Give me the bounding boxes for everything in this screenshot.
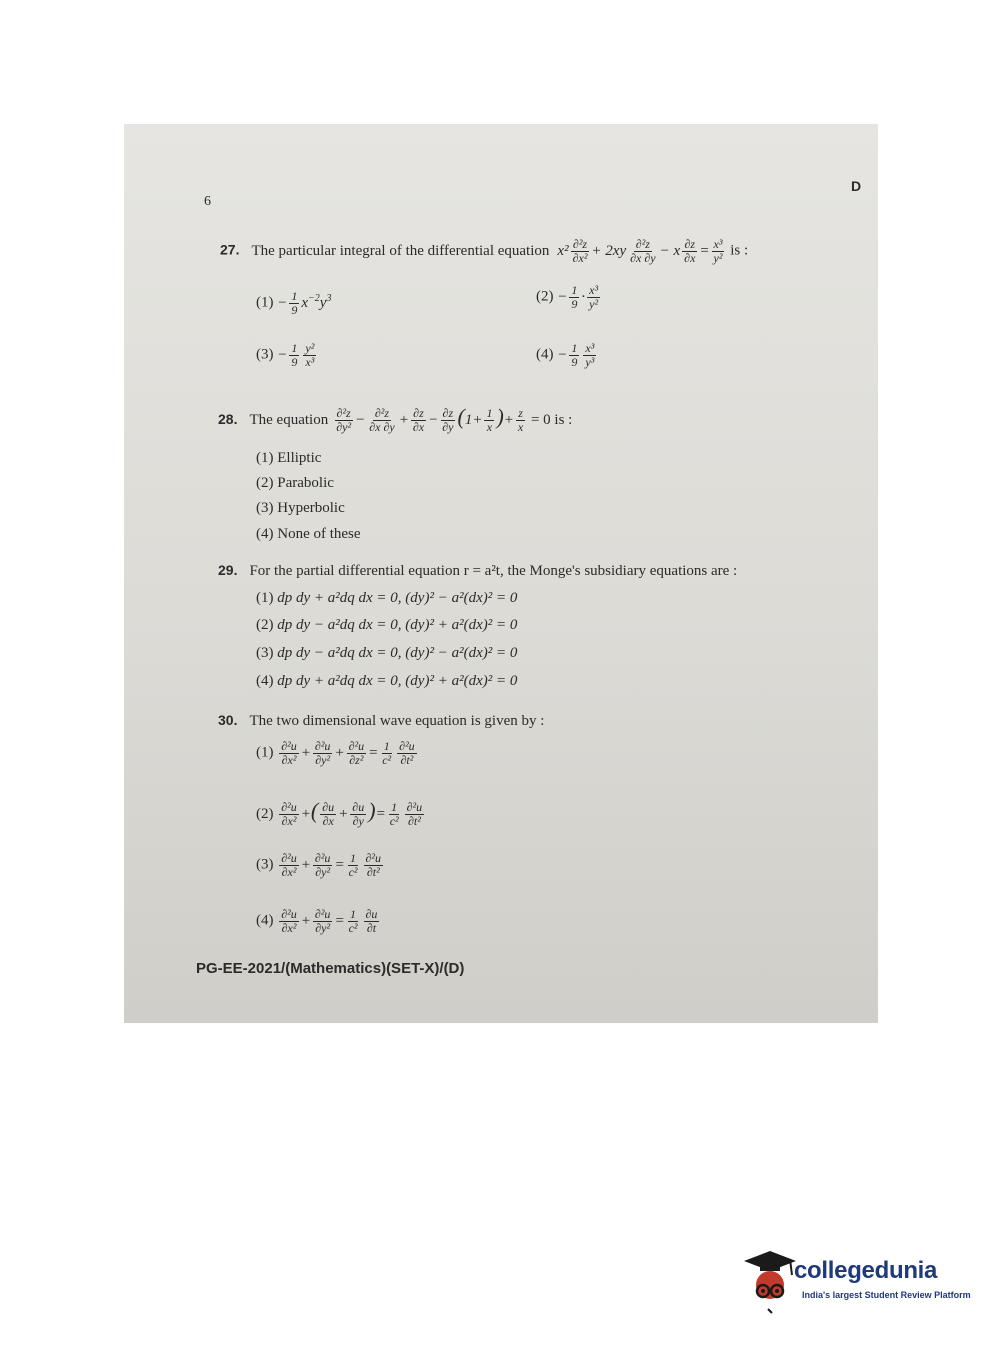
option-text: dp dy − a²dq dx = 0, (dy)² + a²(dx)² = 0 [277, 617, 518, 633]
question-30 [218, 712, 544, 730]
equation: $\frac{\text{∂²z}}{\text{∂y²}}$ − $\frac{\text{∂²z}}{\partial x \partial y}$ + $\frac{\partial z}{\partial x}$ − $\frac{\partial z}{\partial y}$ (1+ $\frac{1}{x}$ )+ $\frac{z}{x}$ [336, 404, 524, 435]
option-text: None of these [277, 526, 361, 542]
exam-page-photo [124, 124, 878, 1023]
option-label: (3) [256, 645, 274, 661]
option-label: (1) [256, 450, 274, 466]
graduate-mascot-icon [742, 1245, 798, 1315]
set-letter: D [851, 178, 862, 194]
option-label: (3) [256, 500, 274, 516]
option-text: Hyperbolic [277, 500, 345, 516]
option-27-1 [256, 290, 331, 316]
option-math: $\frac{\text{∂²u}}{\text{∂x²}}$ + $\frac{\text{∂²u}}{\text{∂y²}}$ = $\frac{1}{\text{c²}}$ $\frac{\partial u}{\partial t}$ [281, 907, 378, 935]
question-text: The equation [249, 412, 329, 428]
option-math: − $\frac{1}{9}$ · $\frac{\text{x³}}{\text{y²}}$ [557, 283, 599, 311]
option-text: dp dy + a²dq dx = 0, (dy)² − a²(dx)² = 0 [277, 590, 518, 606]
option-label: (3) [256, 856, 274, 873]
question-number: 27. [220, 241, 240, 258]
option-text: dp dy + a²dq dx = 0, (dy)² + a²(dx)² = 0 [277, 673, 518, 689]
option-label: (2) [536, 288, 554, 305]
question-text: For the partial differential equation r = a²t, the Monge's subsidiary equations are : [249, 563, 738, 579]
option-label: (4) [536, 346, 554, 363]
option-27-4 [536, 342, 598, 368]
option-text: dp dy − a²dq dx = 0, (dy)² − a²(dx)² = 0 [277, 645, 518, 661]
option-27-2 [536, 284, 602, 310]
option-30-3 [256, 852, 385, 878]
question-number: 30. [218, 712, 238, 728]
option-label: (3) [256, 346, 274, 363]
question-28 [218, 404, 572, 434]
option-math: − $\frac{1}{9}$ $\frac{\text{y²}}{\text{x³}}$ [277, 341, 315, 369]
brand-name: collegedunia [794, 1257, 938, 1284]
option-30-2 [256, 798, 426, 828]
option-29-2 [256, 617, 517, 634]
option-label: (4) [256, 912, 274, 929]
question-number: 29. [218, 562, 238, 578]
option-label: (2) [256, 806, 274, 822]
option-label: (1) [256, 590, 274, 606]
option-text: Elliptic [277, 450, 322, 466]
option-text: Parabolic [277, 475, 334, 491]
question-tail: is : [730, 242, 749, 259]
option-label: (1) [256, 294, 274, 311]
option-label: (1) [256, 744, 274, 761]
option-29-4 [256, 673, 517, 690]
option-label: (2) [256, 617, 274, 633]
collegedunia-logo [742, 1245, 972, 1325]
page-number: 6 [204, 194, 211, 209]
question-number: 28. [218, 411, 238, 427]
option-28-4 [256, 526, 361, 543]
option-math: $\frac{\text{∂²u}}{\text{∂x²}}$ +( $\frac{\partial u}{\partial x}$ + $\frac{\partial u}{\partial y}$ )= $\frac{1}{\text{c²}}$ $\frac{\text{∂²u}}{\text{∂t²}}$ [281, 798, 423, 829]
footer-code: PG-EE-2021/(Mathematics)(SET-X)/(D) [196, 960, 465, 977]
brand-tagline: India's largest Student Review Platform [802, 1290, 971, 1300]
option-math: − $\frac{1}{9}$ $\frac{\text{x³}}{\text{y³}}$ [557, 341, 595, 369]
option-29-1 [256, 590, 517, 607]
equation: x² $\frac{\text{∂²z}}{\text{∂x²}}$ + 2xy $\frac{\text{∂²z}}{\partial x \partial y}$ − x $\frac{\partial z}{\partial x}$ = $\frac{\text{x³}}{\text{y²}}$ [557, 237, 723, 265]
option-28-2 [256, 475, 334, 492]
question-tail: = 0 is : [530, 412, 573, 428]
option-label: (4) [256, 673, 274, 689]
option-math: $\frac{\text{∂²u}}{\text{∂x²}}$ + $\frac{\text{∂²u}}{\text{∂y²}}$ + $\frac{\text{∂²u}}{\text{∂z²}}$ = $\frac{1}{\text{c²}}$ $\frac{\text{∂²u}}{\text{∂t²}}$ [281, 739, 415, 767]
question-27 [220, 238, 748, 264]
option-29-3 [256, 645, 517, 662]
option-label: (2) [256, 475, 274, 491]
option-label: (4) [256, 526, 274, 542]
option-28-3 [256, 500, 345, 517]
question-text: The particular integral of the differential equation [251, 242, 550, 259]
option-30-1 [256, 740, 419, 766]
question-29 [218, 562, 737, 580]
option-math: $\frac{\text{∂²u}}{\text{∂x²}}$ + $\frac{\text{∂²u}}{\text{∂y²}}$ = $\frac{1}{\text{c²}}$ $\frac{\text{∂²u}}{\text{∂t²}}$ [281, 851, 382, 879]
question-text: The two dimensional wave equation is given by : [249, 713, 545, 729]
option-27-3 [256, 342, 318, 368]
option-28-1 [256, 450, 321, 467]
option-30-4 [256, 908, 381, 934]
option-math: − $\frac{1}{9}$ $x^{-2}y^3$ [277, 289, 332, 317]
